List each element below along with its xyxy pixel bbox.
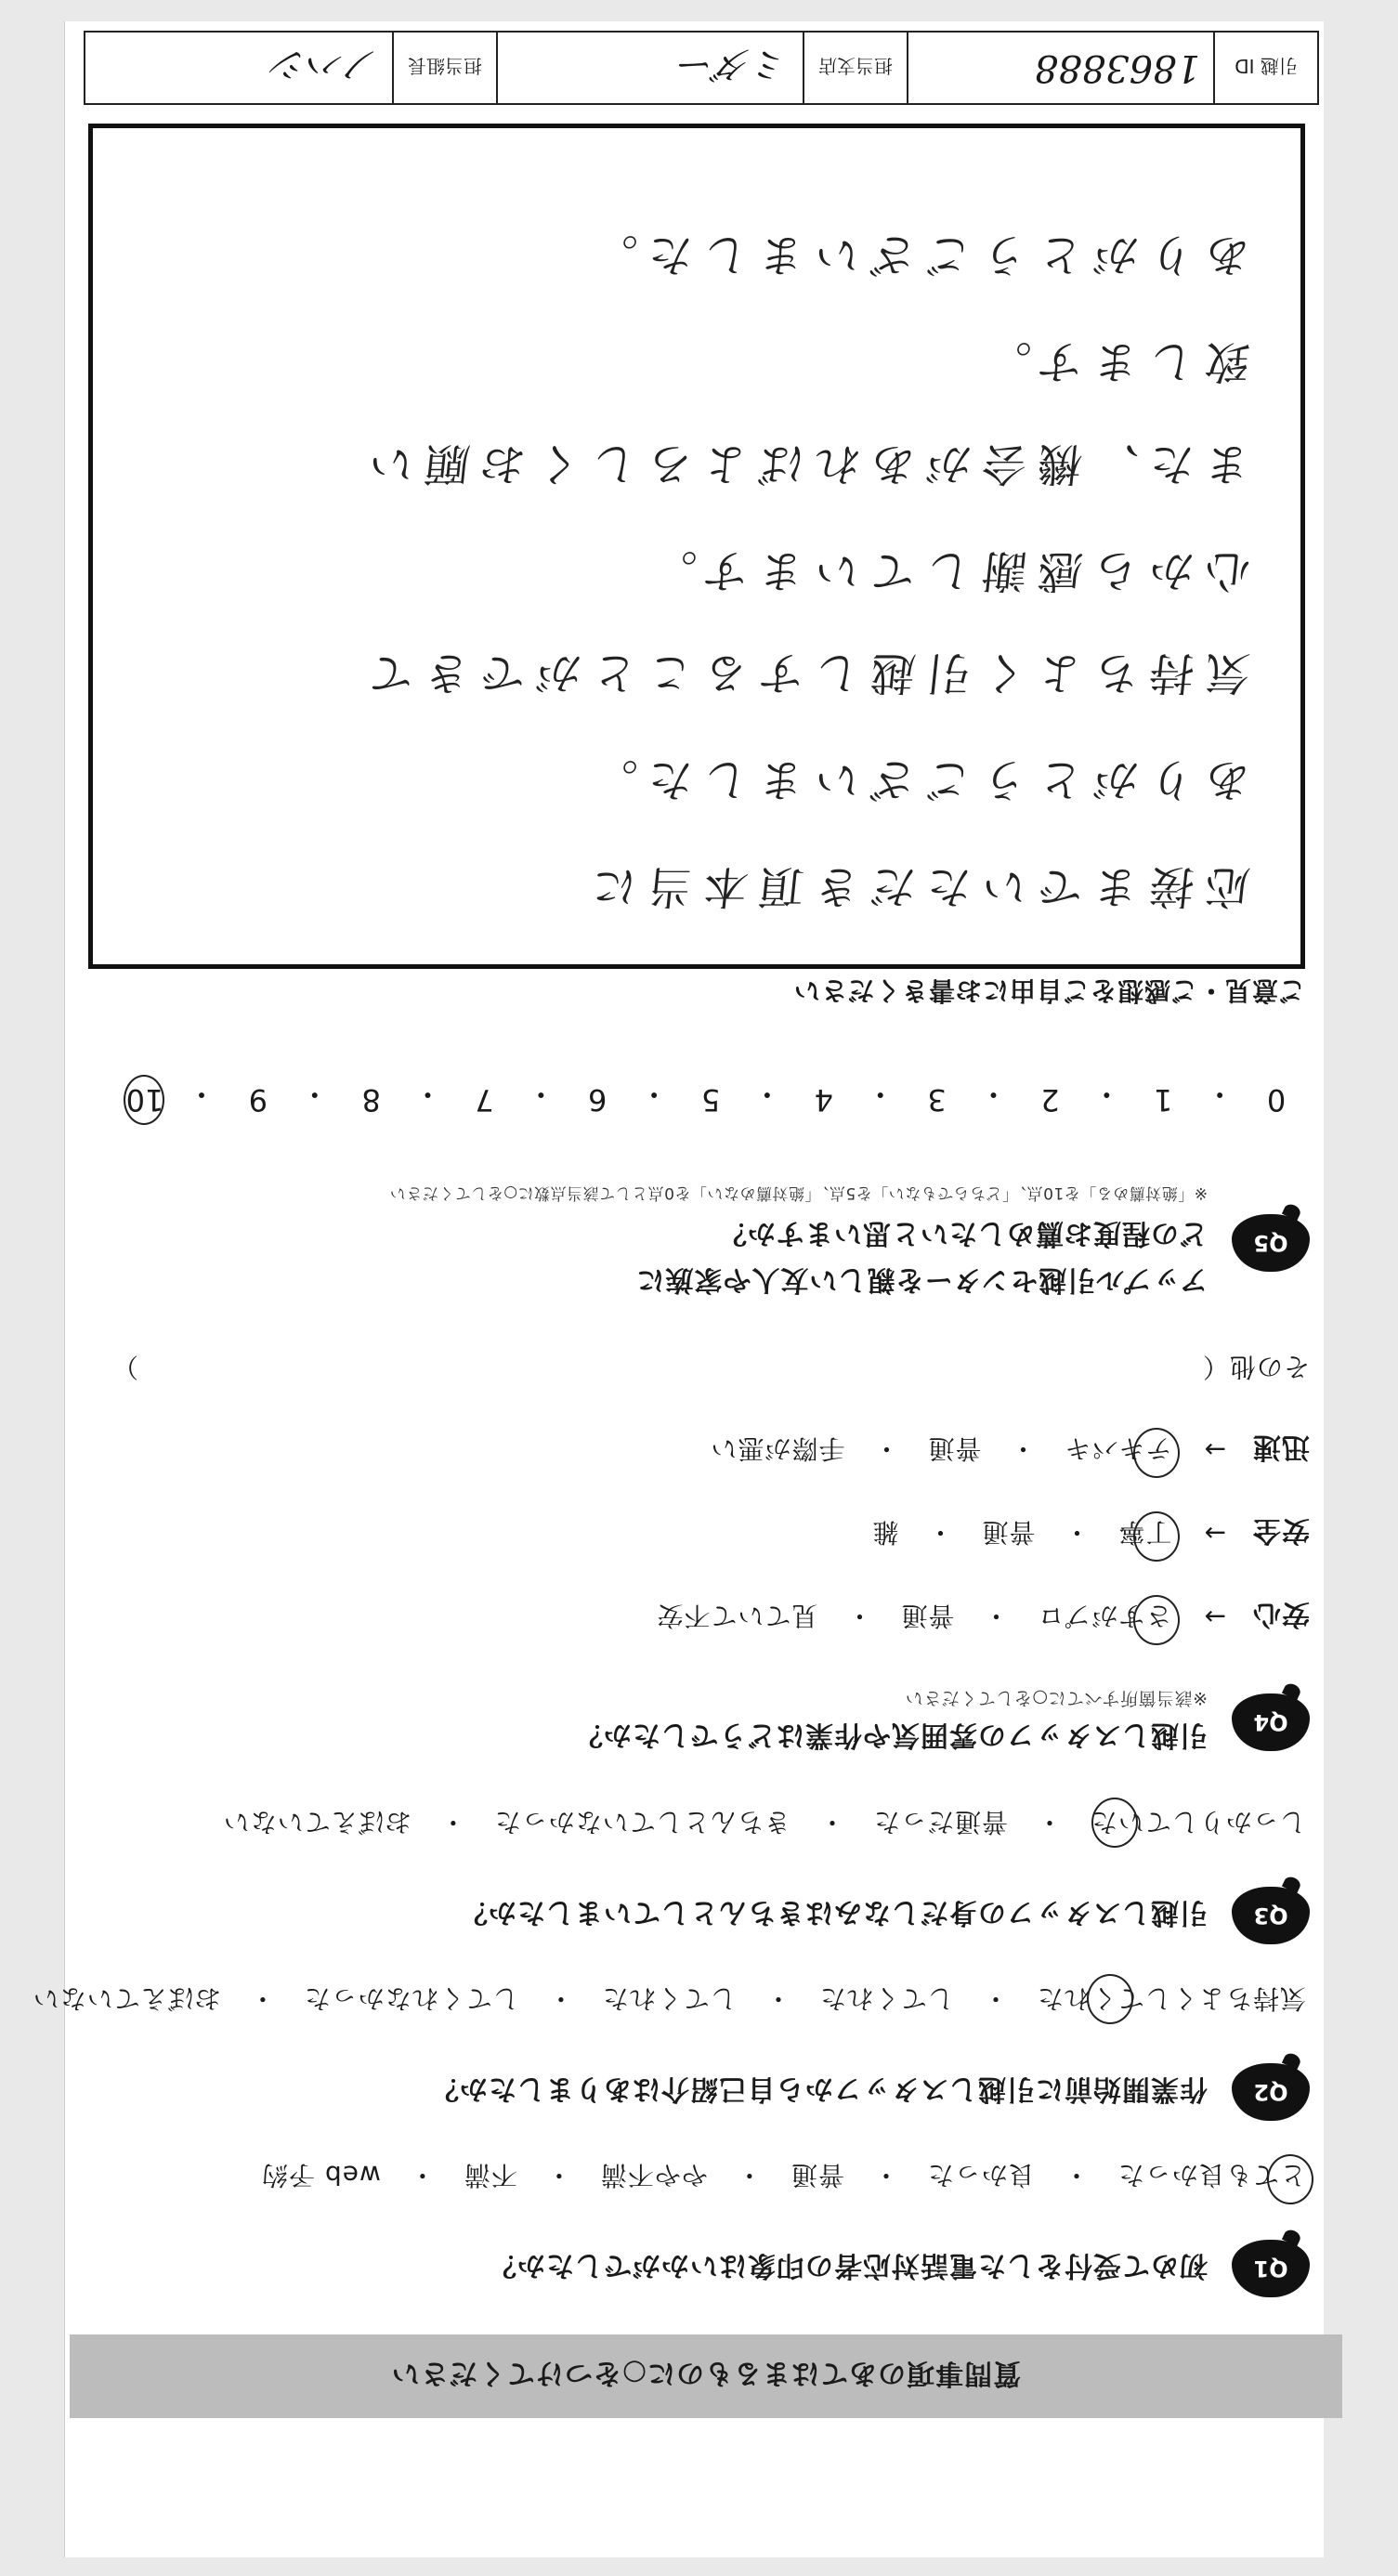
branch-label: 担当支店 [803, 33, 907, 103]
q4-anshin-option-1[interactable]: さすがプロ [1034, 1599, 1176, 1636]
q3-question: 引越しスタッフの身だしなみはきちんとしていましたか？ [459, 1896, 1208, 1929]
score-5[interactable]: 5 [700, 1082, 721, 1118]
score-sep: ・ [526, 1077, 556, 1112]
q4-badge: Q4 [1232, 1694, 1310, 1752]
q4-other-field[interactable] [138, 1354, 1202, 1382]
q2-option-1[interactable]: 気持ちよくしてくれた [1036, 1983, 1306, 2014]
q4-other-label: その他（ [1201, 1352, 1310, 1382]
score-10[interactable]: 10 [125, 1075, 164, 1118]
move-id-label: 引越 ID [1213, 33, 1317, 103]
score-9[interactable]: 9 [248, 1082, 268, 1118]
comments-title: ご意見・ご感想をご自由にお書きください [792, 975, 1305, 1006]
q4-note: ※該当箇所すべてに○をしてください [905, 1688, 1208, 1708]
q1-options: とても良かった ・ 良かった ・ 普通 ・ やや不満 ・ 不満 ・ web 予約 [257, 2158, 1310, 2195]
q4-anzen-option-2[interactable]: 普通 [981, 1517, 1036, 1548]
q4-anshin-option-2[interactable]: 普通 [900, 1601, 955, 1631]
score-1[interactable]: 1 [1154, 1082, 1173, 1118]
question-3 [0, 1887, 1310, 1944]
q4-anzen-option-3[interactable]: 雑 [871, 1517, 899, 1548]
q1-question: 初めて受付をした電話対応者の印象はいかがでしたか？ [488, 2249, 1208, 2282]
comment-line-5: また、機会があればよろしくお願い [355, 438, 1253, 490]
leader-value: ノハシ [270, 43, 379, 86]
footer-table [84, 31, 1319, 105]
q1-option-1[interactable]: とても良かった [1114, 2158, 1310, 2195]
branch-value: ミダー [496, 33, 803, 103]
score-sep: ・ [186, 1077, 216, 1112]
q1-badge: Q1 [1232, 2240, 1310, 2297]
score-sep: ・ [412, 1077, 443, 1112]
instruction-text: 質問事項のあてはまるものに○をつけてください [390, 2357, 1022, 2389]
q5-scale [125, 1075, 1296, 1118]
question-5 [0, 1183, 1310, 1303]
q3-option-3[interactable]: きちんとしていなかった [493, 1807, 790, 1837]
q4-anzen-option-1[interactable]: 丁寧 [1115, 1515, 1176, 1552]
question-4 [0, 1687, 1310, 1759]
q2-options: 気持ちよくしてくれた ・ してくれた ・ してくれた ・ してくれなかった ・ おぼえていない [29, 1981, 1310, 2019]
move-id-value: 1863888 [907, 33, 1213, 103]
q4-row-anshin: 安心 → さすがプロ ・ 普通 ・ 見ていて不安 [652, 1597, 1310, 1638]
question-2 [0, 2063, 1310, 2121]
q2-question: 作業開始前に引越しスタッフから自己紹介はありましたか？ [430, 2073, 1208, 2105]
leader-label: 担当組長 [392, 33, 496, 103]
q3-options: しっかりしていた ・ 普通だった ・ きちんとしていなかった ・ おぼえていない [219, 1805, 1310, 1842]
arrow-icon: → [1203, 1602, 1226, 1633]
q1-option-2[interactable]: 良かった [926, 2160, 1035, 2190]
score-sep: ・ [299, 1077, 330, 1112]
q3-option-1[interactable]: しっかりしていた [1090, 1807, 1306, 1837]
q2-option-2[interactable]: してくれた [818, 1983, 954, 2014]
q2-option-3[interactable]: してくれた [601, 1983, 737, 2014]
score-sep: ・ [865, 1077, 895, 1112]
score-sep: ・ [751, 1077, 782, 1112]
q4-row-label: 迅速 [1252, 1431, 1310, 1463]
arrow-icon: → [1203, 1434, 1226, 1466]
comment-line-2: ありがとうございました。 [578, 753, 1253, 805]
q3-badge: Q3 [1232, 1887, 1310, 1944]
q1-option-5[interactable]: 不満 [463, 2160, 517, 2190]
q5-note: ※「絶対薦める」を10点、「どちらでもない」を5点、「絶対薦めない」を0点として該当点数に○をしてください [389, 1183, 1208, 1202]
question-1 [0, 2240, 1310, 2297]
score-sep: ・ [1205, 1077, 1235, 1112]
q3-option-4[interactable]: おぼえていない [222, 1807, 412, 1837]
instruction-banner [70, 2334, 1342, 2418]
q3-option-2[interactable]: 普通だった [872, 1807, 1008, 1837]
q5-question-line-1: アップル引越センターを親しい友人や家族に [635, 1263, 1208, 1296]
q4-row-label: 安心 [1252, 1598, 1310, 1630]
q4-jinsoku-option-1[interactable]: テキパキ [1061, 1432, 1176, 1469]
score-8[interactable]: 8 [361, 1082, 381, 1118]
comment-line-6: 致します。 [972, 335, 1253, 387]
comment-line-7: ありがとうございました。 [578, 229, 1253, 281]
q1-option-4[interactable]: やや不満 [599, 2160, 708, 2190]
q4-other-close: ） [111, 1352, 139, 1382]
q4-jinsoku-option-3[interactable]: 手際が悪い [710, 1433, 845, 1464]
score-sep: ・ [1091, 1077, 1122, 1112]
q2-option-5[interactable]: おぼえていない [32, 1983, 221, 2014]
q2-selection-mark [1087, 1974, 1133, 2024]
score-7[interactable]: 7 [475, 1082, 494, 1118]
score-6[interactable]: 6 [588, 1082, 608, 1118]
q5-badge: Q5 [1232, 1215, 1310, 1273]
q4-row-jinsoku: 迅速 → テキパキ ・ 普通 ・ 手際が悪い [706, 1430, 1310, 1471]
q1-option-3[interactable]: 普通 [790, 2160, 844, 2190]
q4-anshin-option-3[interactable]: 見ていて不安 [656, 1601, 818, 1631]
q2-badge: Q2 [1232, 2063, 1310, 2121]
score-0[interactable]: 0 [1266, 1082, 1287, 1118]
q4-jinsoku-option-2[interactable]: 普通 [927, 1433, 982, 1464]
score-sep: ・ [639, 1077, 670, 1112]
q4-other-row [111, 1350, 1310, 1387]
q4-question: 引越しスタッフの雰囲気や作業はどうでしたか？ [574, 1719, 1208, 1751]
q3-selection-mark [1091, 1798, 1138, 1848]
q1-option-6[interactable]: web 予約 [261, 2160, 381, 2190]
q4-row-anzen: 安全 → 丁寧 ・ 普通 ・ 雑 [868, 1513, 1310, 1554]
comment-line-1: 応接までいただき頂本当に [578, 860, 1253, 912]
comment-line-3: 気持ちよく引越しすることができて [355, 647, 1253, 699]
score-sep: ・ [978, 1077, 1009, 1112]
score-4[interactable]: 4 [814, 1082, 833, 1118]
q5-question-line-2: どの程度お薦めしたいと思いますか？ [718, 1217, 1208, 1249]
arrow-icon: → [1203, 1518, 1226, 1550]
q2-option-4[interactable]: してくれなかった [303, 1983, 519, 2014]
q4-row-label: 安全 [1252, 1514, 1310, 1547]
score-2[interactable]: 2 [1040, 1082, 1060, 1118]
score-3[interactable]: 3 [927, 1082, 947, 1118]
comment-line-4: 心から感謝しています。 [637, 544, 1253, 596]
